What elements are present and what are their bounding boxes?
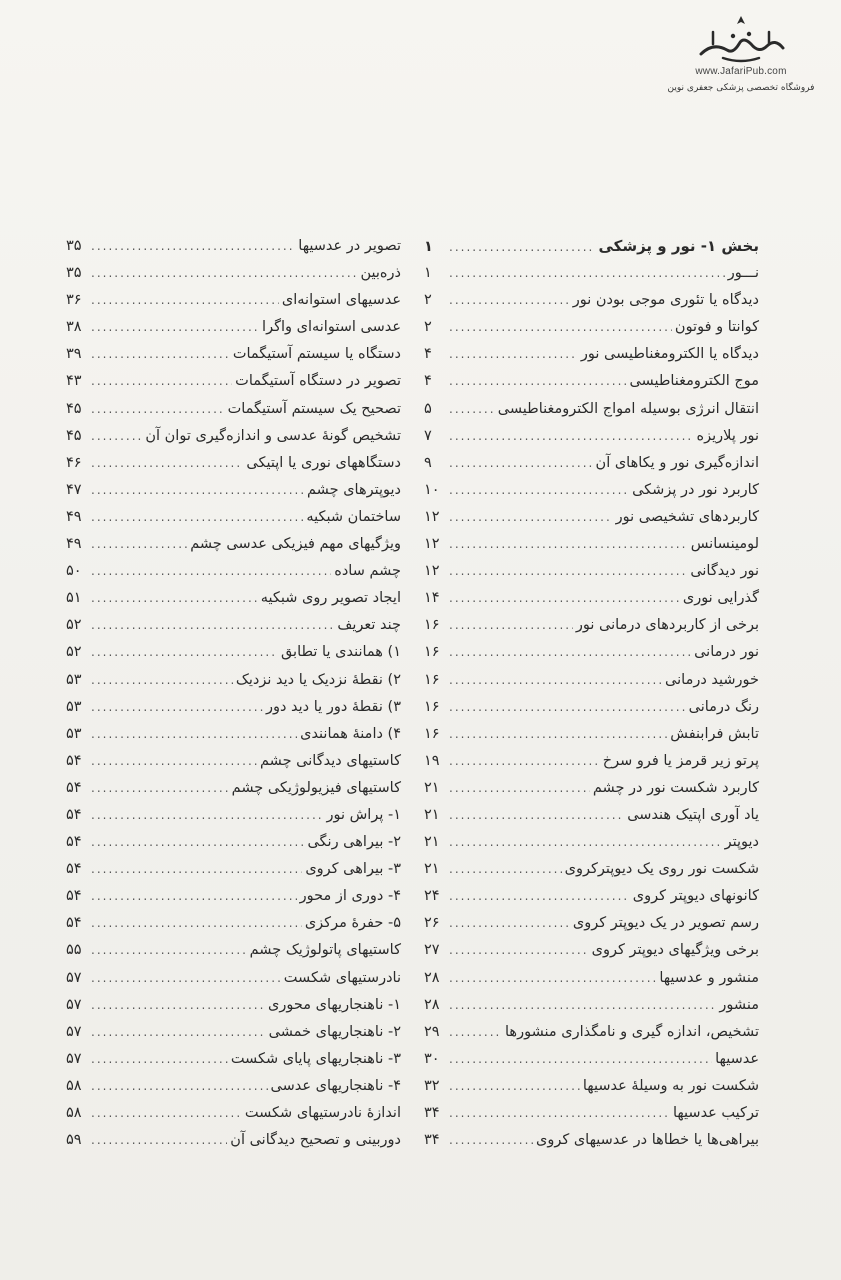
- toc-entry: [66, 802, 401, 829]
- toc-entry-title: دوربینی و تصحیح دیدگانی آن: [230, 1132, 401, 1149]
- toc-leader-dots: [449, 775, 590, 802]
- toc-leader-dots: [449, 396, 495, 423]
- toc-entry-page: ۵۹: [66, 1132, 82, 1149]
- toc-leader-dots: [91, 721, 297, 748]
- toc-entry-page: ۵۴: [66, 861, 82, 878]
- toc-entry: [424, 368, 759, 395]
- toc-leader-dots: [449, 1100, 670, 1127]
- toc-entry-title: انتقال انرژی بوسیله امواج الکترومغناطیسی: [497, 400, 759, 417]
- toc-entry-page: ۴: [424, 373, 432, 390]
- toc-leader-dots: [91, 341, 230, 368]
- toc-entry: [424, 612, 759, 639]
- toc-entry: [66, 694, 401, 721]
- toc-entry-page: ۴۶: [66, 454, 82, 471]
- toc-entry-title: ۲) نقطهٔ نزدیک یا دید نزدیک: [235, 671, 401, 688]
- toc-entry-page: ۴۳: [66, 373, 82, 390]
- toc-entry: [66, 1127, 401, 1154]
- toc-entry-page: ۵۷: [66, 996, 82, 1013]
- toc-right-column: [424, 233, 759, 1154]
- toc-entry-title: اندازه‌گیری نور و یکاهای آن: [595, 454, 759, 471]
- toc-entry-page: ۱۴: [424, 590, 440, 607]
- toc-leader-dots: [91, 829, 304, 856]
- toc-leader-dots: [449, 504, 613, 531]
- toc-entry: [66, 748, 401, 775]
- toc-entry-page: ۲۱: [424, 806, 440, 823]
- toc-entry: [424, 965, 759, 992]
- toc-entry: [66, 775, 401, 802]
- toc-entry-page: ۱۶: [424, 644, 440, 661]
- toc-leader-dots: [449, 260, 725, 287]
- toc-entry-title: چند تعریف: [337, 617, 401, 634]
- toc-leader-dots: [91, 531, 187, 558]
- toc-leader-dots: [449, 558, 687, 585]
- toc-entry: [424, 1127, 759, 1154]
- toc-entry: [424, 314, 759, 341]
- toc-entry-title: برخی ویژگیهای دیوپتر کروی: [591, 942, 759, 959]
- toc-entry-title: چشم ساده: [334, 563, 401, 580]
- toc-entry-title: ۴) دامنهٔ همانندی: [300, 725, 401, 742]
- toc-entry-title: کاستیهای پاتولوژیک چشم: [249, 942, 401, 959]
- toc-entry-title: نـــور: [727, 265, 759, 282]
- toc-entry: [66, 965, 401, 992]
- toc-entry-page: ۵۴: [66, 779, 82, 796]
- toc-leader-dots: [91, 1046, 228, 1073]
- toc-leader-dots: [91, 314, 259, 341]
- toc-entry-title: منشور و عدسیها: [659, 969, 759, 986]
- toc-leader-dots: [449, 1073, 580, 1100]
- toc-entry-title: دیدگاه یا تئوری موجی بودن نور: [572, 292, 759, 309]
- toc-leader-dots: [449, 368, 626, 395]
- toc-entry-page: ۴۹: [66, 536, 82, 553]
- toc-entry-page: ۵۵: [66, 942, 82, 959]
- toc-entry-page: ۲۶: [424, 915, 440, 932]
- toc-entry-page: ۷: [424, 427, 432, 444]
- toc-entry-title: برخی از کاربردهای درمانی نور: [575, 617, 759, 634]
- toc-entry-page: ۵۷: [66, 1023, 82, 1040]
- toc-entry: [424, 748, 759, 775]
- toc-leader-dots: [449, 965, 656, 992]
- toc-entry: [66, 1073, 401, 1100]
- toc-leader-dots: [449, 992, 716, 1019]
- toc-entry-title: ۳) نقطهٔ دور یا دید دور: [265, 698, 401, 715]
- toc-left-column: [66, 233, 401, 1154]
- toc-entry: [66, 721, 401, 748]
- toc-entry-title: ۵- حفرهٔ مرکزی: [304, 915, 401, 932]
- toc-entry-title: نور پلاریزه: [696, 427, 759, 444]
- toc-entry-title: عدسیها: [715, 1050, 759, 1067]
- toc-entry: [424, 585, 759, 612]
- toc-entry: [66, 992, 401, 1019]
- toc-entry: [66, 341, 401, 368]
- toc-entry-page: ۲: [424, 319, 432, 336]
- publisher-emblem-icon: [693, 14, 789, 64]
- toc-entry: [424, 639, 759, 666]
- toc-entry-page: ۲۱: [424, 861, 440, 878]
- toc-entry-page: ۱۶: [424, 671, 440, 688]
- toc-entry-title: ۱- پراش نور: [326, 806, 401, 823]
- toc-entry-page: ۵۷: [66, 1050, 82, 1067]
- toc-entry: [424, 260, 759, 287]
- toc-entry-page: ۵۸: [66, 1105, 82, 1121]
- toc-entry-page: ۵۴: [66, 834, 82, 851]
- toc-entry-title: ویژگیهای مهم فیزیکی عدسی چشم: [190, 536, 401, 553]
- toc-leader-dots: [91, 992, 265, 1019]
- toc-leader-dots: [449, 585, 680, 612]
- toc-entry-page: ۱۲: [424, 536, 440, 553]
- toc-entry-page: ۲۹: [424, 1023, 440, 1040]
- toc-entry-page: ۱۲: [424, 508, 440, 525]
- toc-entry-page: ۳۴: [424, 1132, 440, 1149]
- toc-entry: [66, 937, 401, 964]
- toc-entry-title: لومینسانس: [690, 536, 759, 553]
- toc-leader-dots: [91, 396, 225, 423]
- toc-entry: [424, 775, 759, 802]
- toc-entry-page: ۲۱: [424, 834, 440, 851]
- toc-leader-dots: [91, 477, 304, 504]
- toc-entry-page: ۵۲: [66, 644, 82, 661]
- toc-entry-title: کاربرد شکست نور در چشم: [592, 779, 759, 796]
- toc-entry: [66, 287, 401, 314]
- publisher-url: www.JafariPub.com: [695, 66, 787, 77]
- toc-entry-title: ترکیب عدسیها: [672, 1105, 759, 1121]
- toc-entry-page: ۵۲: [66, 617, 82, 634]
- toc-entry-title: تصویر در دستگاه آستیگمات: [235, 373, 401, 390]
- toc-entry-page: ۴۵: [66, 427, 82, 444]
- toc-leader-dots: [91, 910, 302, 937]
- toc-leader-dots: [449, 612, 573, 639]
- toc-entry-title: نور دیدگانی: [690, 563, 759, 580]
- toc-entry-title: تشخیص، اندازه گیری و نامگذاری منشورها: [505, 1023, 759, 1040]
- toc-entry-page: ۱۹: [424, 752, 440, 769]
- toc-leader-dots: [449, 856, 562, 883]
- toc-entry: [66, 531, 401, 558]
- toc-entry-page: ۲۸: [424, 969, 440, 986]
- toc-entry-page: ۴: [424, 346, 432, 363]
- publisher-logo: [661, 14, 821, 104]
- toc-leader-dots: [449, 450, 593, 477]
- toc-entry-title: نور درمانی: [694, 644, 759, 661]
- toc-entry-title: بیراهی‌ها یا خطاها در عدسیهای کروی: [535, 1132, 759, 1149]
- toc-entry: [66, 233, 401, 260]
- toc-entry-title: کاستیهای فیزیولوژیکی چشم: [231, 779, 401, 796]
- toc-entry-page: ۵۱: [66, 590, 82, 607]
- toc-leader-dots: [91, 937, 247, 964]
- toc-entry-page: ۵۳: [66, 671, 82, 688]
- toc-entry-title: ساختمان شبکیه: [306, 508, 401, 525]
- toc-entry: [424, 341, 759, 368]
- toc-entry-page: ۳۵: [66, 238, 82, 254]
- toc-leader-dots: [91, 775, 229, 802]
- toc-entry-page: ۵۸: [66, 1077, 82, 1094]
- toc-entry-page: ۵۴: [66, 752, 82, 769]
- toc-entry-title: دیوپتر: [724, 834, 759, 851]
- toc-entry-page: ۹: [424, 454, 432, 471]
- toc-entry-title: کاربردهای تشخیصی نور: [615, 508, 759, 525]
- toc-entry-title: خورشید درمانی: [665, 671, 759, 688]
- toc-entry: [424, 450, 759, 477]
- toc-entry-page: ۱۶: [424, 617, 440, 634]
- toc-entry-title: موج الکترومغناطیسی: [629, 373, 759, 390]
- toc-leader-dots: [91, 1019, 266, 1046]
- toc-leader-dots: [449, 937, 589, 964]
- toc-leader-dots: [91, 1073, 268, 1100]
- toc-leader-dots: [449, 423, 694, 450]
- toc-entry: [424, 667, 759, 694]
- toc-entry-page: ۵۰: [66, 563, 82, 580]
- toc-entry: [424, 1019, 759, 1046]
- toc-leader-dots: [91, 612, 334, 639]
- toc-leader-dots: [449, 721, 667, 748]
- toc-entry: [424, 477, 759, 504]
- toc-entry-page: ۵: [424, 400, 432, 417]
- toc-leader-dots: [91, 1100, 242, 1127]
- toc-leader-dots: [91, 423, 142, 450]
- toc-entry-title: کوانتا و فوتون: [674, 319, 759, 336]
- toc-entry: [424, 1073, 759, 1100]
- toc-entry-title: ۲- بیراهی رنگی: [307, 834, 401, 851]
- toc-entry-page: ۴۹: [66, 508, 82, 525]
- toc-entry-title: دیوپترهای چشم: [307, 481, 401, 498]
- toc-leader-dots: [91, 1127, 227, 1154]
- toc-leader-dots: [449, 639, 691, 666]
- toc-entry-title: ایجاد تصویر روی شبکیه: [260, 590, 401, 607]
- toc-entry-page: ۲۱: [424, 779, 440, 796]
- toc-entry-title: عدسی استوانه‌ای واگرا: [262, 319, 401, 336]
- toc-entry-title: ۴- ناهنجاریهای عدسی: [270, 1077, 401, 1094]
- toc-leader-dots: [449, 531, 688, 558]
- toc-entry: [424, 694, 759, 721]
- toc-entry-title: پرتو زیر قرمز یا فرو سرخ: [602, 752, 759, 769]
- toc-entry: [66, 856, 401, 883]
- toc-entry-title: رسم تصویر در یک دیوپتر کروی: [572, 915, 759, 932]
- toc-entry: [66, 585, 401, 612]
- publisher-store-name: فروشگاه تخصصی پزشکی جعفری نوین: [667, 83, 815, 93]
- toc-entry: [66, 612, 401, 639]
- toc-leader-dots: [449, 883, 630, 910]
- toc-entry-title: ۲- ناهنجاریهای خمشی: [268, 1023, 401, 1040]
- toc-leader-dots: [91, 639, 278, 666]
- toc-entry-page: ۱۲: [424, 563, 440, 580]
- toc-leader-dots: [91, 965, 281, 992]
- toc-entry-page: ۲: [424, 292, 432, 309]
- toc-entry: [424, 287, 759, 314]
- toc-entry: [424, 396, 759, 423]
- toc-entry-title: شکست نور به وسیلهٔ عدسیها: [582, 1077, 759, 1094]
- toc-entry-title: منشور: [719, 996, 759, 1013]
- toc-entry: [66, 1100, 401, 1127]
- toc-entry-title: دستگاههای نوری یا اپتیکی: [246, 454, 401, 471]
- toc-entry-title: یاد آوری اپتیک هندسی: [627, 806, 759, 823]
- toc-entry-title: تشخیص گونهٔ عدسی و اندازه‌گیری توان آن: [145, 427, 401, 444]
- toc-entry: [66, 504, 401, 531]
- toc-entry: [66, 477, 401, 504]
- toc-leader-dots: [449, 694, 686, 721]
- toc-entry-title: شکست نور روی یک دیوپترکروی: [564, 861, 759, 878]
- toc-entry-title: ۳- بیراهی کروی: [305, 861, 401, 878]
- toc-entry: [66, 450, 401, 477]
- toc-entry: [66, 667, 401, 694]
- toc-leader-dots: [91, 883, 297, 910]
- toc-entry-title: بخش ۱- نور و پزشکی: [598, 237, 759, 255]
- toc-entry-page: ۲۸: [424, 996, 440, 1013]
- toc-leader-dots: [449, 910, 570, 937]
- toc-entry: [66, 829, 401, 856]
- toc-leader-dots: [449, 287, 570, 314]
- toc-entry: [424, 1046, 759, 1073]
- toc-entry-page: ۳۴: [424, 1105, 440, 1121]
- toc-leader-dots: [449, 829, 722, 856]
- toc-entry: [424, 883, 759, 910]
- toc-leader-dots: [449, 667, 662, 694]
- toc-entry-page: ۳۶: [66, 292, 82, 309]
- toc-entry: [66, 396, 401, 423]
- toc-entry: [66, 314, 401, 341]
- toc-entry: [424, 910, 759, 937]
- toc-leader-dots: [449, 1019, 502, 1046]
- toc-entry-page: ۵۷: [66, 969, 82, 986]
- toc-leader-dots: [449, 802, 624, 829]
- toc-entry-page: ۵۴: [66, 915, 82, 932]
- toc-entry-page: ۵۳: [66, 725, 82, 742]
- toc-leader-dots: [91, 667, 233, 694]
- toc-entry: [66, 883, 401, 910]
- toc-entry: [66, 1046, 401, 1073]
- toc-entry-title: گذرایی نوری: [682, 590, 759, 607]
- toc-leader-dots: [91, 233, 295, 260]
- toc-leader-dots: [449, 477, 629, 504]
- toc-leader-dots: [91, 856, 302, 883]
- toc-entry-title: تصویر در عدسیها: [298, 238, 401, 254]
- toc-entry-title: تصحیح یک سیستم آستیگمات: [227, 400, 401, 417]
- toc-leader-dots: [91, 748, 257, 775]
- toc-entry-title: نادرستیهای شکست: [283, 969, 401, 986]
- toc-entry: [424, 504, 759, 531]
- toc-entry-title: ۳- ناهنجاریهای پایای شکست: [230, 1050, 401, 1067]
- toc-entry: [424, 856, 759, 883]
- toc-entry-page: ۱۶: [424, 698, 440, 715]
- toc-entry-title: دیدگاه یا الکترومغناطیسی نور: [580, 346, 759, 363]
- toc-leader-dots: [91, 504, 303, 531]
- toc-leader-dots: [91, 368, 232, 395]
- toc-entry-title: کاستیهای دیدگانی چشم: [260, 752, 401, 769]
- toc-entry-page: ۴۵: [66, 400, 82, 417]
- toc-leader-dots: [449, 341, 578, 368]
- toc-entry: [424, 531, 759, 558]
- toc-entry: [424, 802, 759, 829]
- toc-entry: [66, 558, 401, 585]
- toc-entry: [424, 829, 759, 856]
- toc-entry: [424, 721, 759, 748]
- toc-entry-page: ۱۶: [424, 725, 440, 742]
- toc-entry-title: ذره‌بین: [360, 265, 401, 282]
- toc-entry-title: دستگاه یا سیستم آستیگمات: [232, 346, 401, 363]
- toc-entry-title: ۱) همانندی یا تطابق: [280, 644, 401, 661]
- toc-entry: [424, 1100, 759, 1127]
- toc-leader-dots: [449, 1127, 533, 1154]
- toc-entry-page: ۵۳: [66, 698, 82, 715]
- toc-leader-dots: [449, 748, 600, 775]
- toc-entry-page: ۴۷: [66, 481, 82, 498]
- toc-entry: [424, 558, 759, 585]
- toc-leader-dots: [91, 585, 258, 612]
- toc-entry-page: ۱: [424, 239, 433, 255]
- toc-leader-dots: [91, 802, 323, 829]
- toc-entry-page: ۳۵: [66, 265, 82, 282]
- toc-entry-page: ۵۴: [66, 806, 82, 823]
- toc-entry-page: ۳۹: [66, 346, 82, 363]
- toc-entry-page: ۳۸: [66, 319, 82, 336]
- toc-leader-dots: [91, 558, 331, 585]
- toc-entry-title: ۴- دوری از محور: [299, 888, 401, 905]
- toc-entry: [424, 233, 759, 260]
- toc-entry: [66, 1019, 401, 1046]
- toc-leader-dots: [91, 694, 263, 721]
- toc-entry-page: ۱۰: [424, 481, 440, 498]
- toc-leader-dots: [449, 314, 672, 341]
- toc-entry: [66, 368, 401, 395]
- toc-entry-title: تابش فرابنفش: [670, 725, 759, 742]
- toc-entry-title: رنگ درمانی: [688, 698, 759, 715]
- toc-entry: [66, 423, 401, 450]
- toc-entry: [66, 260, 401, 287]
- toc-leader-dots: [449, 1046, 712, 1073]
- toc-leader-dots: [91, 450, 243, 477]
- toc-entry-page: ۱: [424, 265, 432, 282]
- toc-entry-page: ۲۷: [424, 942, 440, 959]
- toc-entry-title: عدسیهای استوانه‌ای: [281, 292, 401, 309]
- toc-entry-page: ۳۰: [424, 1050, 440, 1067]
- toc-entry-page: ۵۴: [66, 888, 82, 905]
- toc-entry: [424, 937, 759, 964]
- toc-entry-page: ۳۲: [424, 1077, 440, 1094]
- toc-leader-dots: [449, 234, 595, 261]
- toc-entry-title: اندازهٔ نادرستیهای شکست: [244, 1105, 401, 1121]
- toc-entry-page: ۲۴: [424, 888, 440, 905]
- toc-leader-dots: [91, 287, 279, 314]
- toc-entry: [424, 992, 759, 1019]
- toc-entry: [66, 910, 401, 937]
- toc-entry: [66, 639, 401, 666]
- toc-entry-title: کاربرد نور در پزشکی: [632, 481, 759, 498]
- toc-entry: [424, 423, 759, 450]
- toc-leader-dots: [91, 260, 357, 287]
- toc-entry-title: کانونهای دیوپتر کروی: [632, 888, 759, 905]
- toc-entry-title: ۱- ناهنجاریهای محوری: [268, 996, 401, 1013]
